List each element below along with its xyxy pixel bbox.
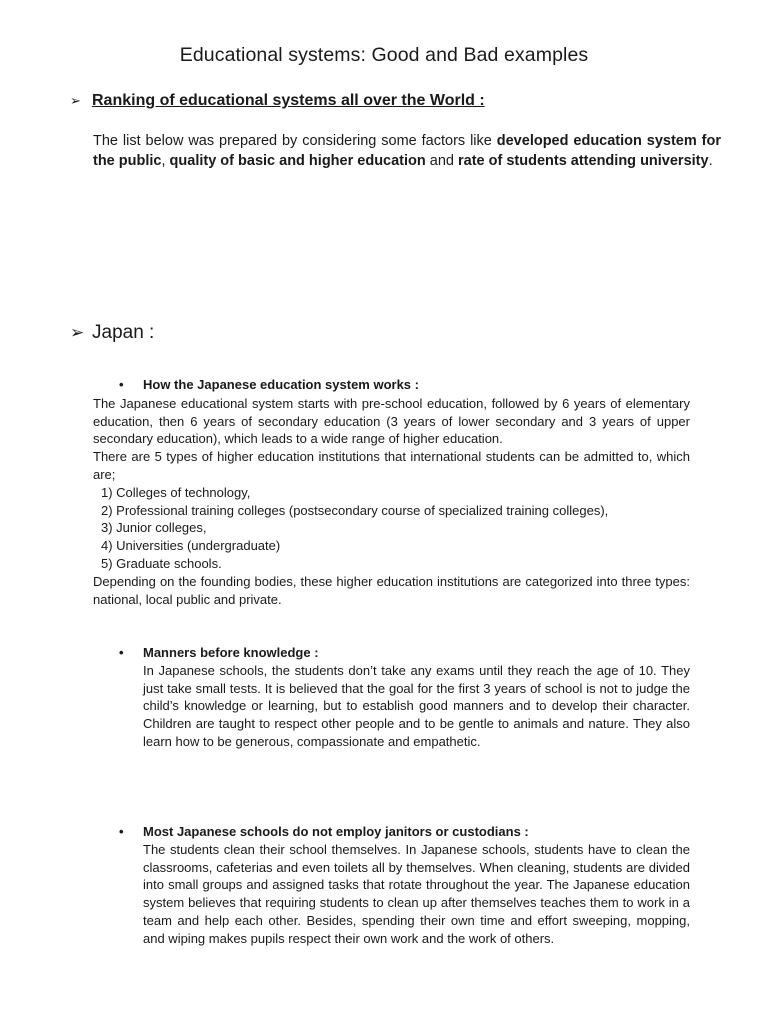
paragraph: The students clean their school themselves. In Japanese schools, students have to clean the classrooms, cafeterias and even toilets all by themselves. When cleaning, students are divided into small groups and assigned tasks that rotate throughout the year. The Japanese education system believes that requiring students to clean up after themselves teaches them to work in a team and help each other. Besides, spending their own time and effort sweeping, mopping, and wiping makes pupils respect their own work and the work of others. <box>143 841 690 946</box>
paragraph: In Japanese schools, the students don’t take any exams until they reach the age of 10. They just take small tests. It is believed that the goal for the first 3 years of school is not to judge the child’s knowledge or learning, but to establish good manners and to develop their character. Children are taught to respect other people and to be gentle to animals and nature. They also learn how to be generous, compassionate and empathetic. <box>143 662 690 749</box>
list-item: 5) Graduate schools. <box>101 555 222 571</box>
section-heading-text: How the Japanese education system works : <box>143 377 419 392</box>
list-item: 4) Universities (undergraduate) <box>101 538 281 554</box>
intro-text-2: , <box>161 153 170 169</box>
paragraph: Depending on the founding bodies, these higher education institutions are categorized into three types: national, local public and private. <box>93 573 690 607</box>
intro-text-4: . <box>708 153 713 169</box>
paragraph: There are 5 types of higher education institutions that international students can be admitted to, which are; <box>93 449 690 482</box>
ranking-heading-text: Ranking of educational systems all over the World : <box>92 92 485 109</box>
section-manners <box>119 644 690 751</box>
section-how-system-works <box>93 376 690 608</box>
intro-text-1: The list below was prepared by considering some factors like <box>93 133 497 149</box>
arrow-bullet-icon: ➢ <box>70 93 81 108</box>
bullet-icon: • <box>119 645 124 660</box>
intro-bold-3: rate of students attending university <box>458 153 709 169</box>
section-heading-text: Most Japanese schools do not employ janitors or custodians : <box>143 824 529 839</box>
section-heading <box>119 823 690 841</box>
intro-bold-2: quality of basic and higher education <box>169 153 426 169</box>
bullet-icon: • <box>119 824 124 839</box>
bullet-icon: • <box>119 377 124 392</box>
list-item: 1) Colleges of technology, <box>101 484 251 500</box>
paragraph: The Japanese educational system starts with pre-school education, followed by 6 years of elementary education, then 6 years of secondary education (3 years of lower secondary and 3 years of upper secondary education), which leads to a wide range of higher education. <box>93 395 690 447</box>
japan-heading-text: Japan : <box>92 322 155 343</box>
list-item: 3) Junior colleges, <box>101 520 207 536</box>
japan-heading <box>70 322 154 344</box>
section-heading <box>119 376 690 394</box>
page-title: Educational systems: Good and Bad examples <box>179 44 589 66</box>
section-janitors <box>119 823 690 948</box>
ranking-heading <box>70 92 485 110</box>
intro-paragraph <box>93 131 721 171</box>
intro-text-3: and <box>425 153 458 169</box>
list-item: 2) Professional training colleges (postsecondary course of specialized training colleges), <box>101 502 609 518</box>
arrow-bullet-icon: ➢ <box>70 323 85 342</box>
section-heading <box>119 644 690 662</box>
intro-bold-1: developed education system for the public <box>93 133 722 169</box>
section-heading-text: Manners before knowledge : <box>143 645 319 660</box>
